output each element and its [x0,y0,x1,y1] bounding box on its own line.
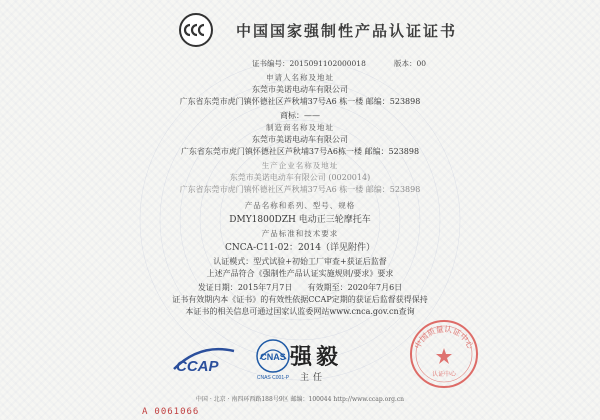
factory-address: 广东省东莞市虎门镇怀德社区芦秋埔37号A6 栋一楼 邮编：523898 [179,185,421,194]
serial-number [142,407,199,417]
factory-name: 东莞市美诺电动车有限公司 (0020014) [229,173,371,182]
serial-letter: A [142,407,149,417]
expire-date-label: 有效期至： [307,283,348,292]
standard-heading: 产品标准和技术要求 [261,229,339,238]
official-seal-icon [408,318,480,390]
certificate-number-label: 证书编号： [252,59,290,68]
certification-mode: 认证模式：型式试验+初始工厂审查+获证后监督 [213,257,387,266]
footer-address: 中国 · 北京 · 南四环西路188号9区 邮编：100044 http://www.ccap.org.cn [195,396,405,403]
svg-text:中国质量认证中心 [412,324,475,351]
brand-label: 商标： [280,111,304,120]
conformity-statement: 上述产品符合《强制性产品认证实施规则/要求》要求 [206,269,394,278]
applicant-heading: 申请人名称及地址 [266,73,334,82]
brand-value: —— [304,111,320,120]
factory-heading: 生产企业名称及地址 [261,161,339,170]
manufacturer-name: 东莞市美诺电动车有限公司 [252,135,348,144]
director-title: 主任 [300,373,327,383]
seal-center-text: 认证中心 [431,371,457,378]
certificate-title: 中国国家强制性产品认证证书 [236,22,458,40]
certificate-number-value: 2015091102000018 [289,59,366,68]
applicant-address: 广东省东莞市虎门镇怀德社区芦秋埔37号A6 栋一楼 邮编：523898 [179,97,421,106]
ccap-logo-text: CCAP [176,358,219,375]
seal-ring-text: 中国质量认证中心 [412,324,476,351]
applicant-name: 东莞市美诺电动车有限公司 [252,85,348,94]
brand-row [0,110,600,121]
certificate-version [394,58,426,69]
certificate-number [252,58,366,69]
cnas-logo-subtext: CNAS C001-P [256,375,290,381]
manufacturer-address: 广东省东莞市虎门镇怀德社区芦秋埔37号A6栋一楼 邮编：523898 [180,147,420,156]
product-heading: 产品名称和系列、型号、规格 [244,201,356,210]
version-label: 版本： [394,59,417,68]
director-signature: 强毅 [290,344,343,370]
serial-digits: 0061066 [154,407,200,417]
ccc-logo-icon [178,12,214,48]
cnas-logo-text: CNAS [260,352,286,362]
issue-date-label: 发证日期： [197,283,238,292]
query-statement: 本证书的相关信息可通过国家认监委网站www.cnca.gov.cn查询 [185,307,415,316]
issue-date: 2015年7月7日 [237,283,293,292]
ccap-logo-icon [170,341,238,377]
validity-statement: 证书有效期内本《证书》的有效性依据CCAP定期的获证后监督获得保持 [172,295,428,304]
standard-value: CNCA-C11-02：2014（详见附件） [225,243,375,253]
expire-date: 2020年7月6日 [347,283,403,292]
product-value: DMY1800DZH 电动正三轮摩托车 [229,215,371,225]
dates-row [0,282,600,293]
version-value: 00 [416,59,427,68]
manufacturer-heading: 制造商名称及地址 [266,123,334,132]
